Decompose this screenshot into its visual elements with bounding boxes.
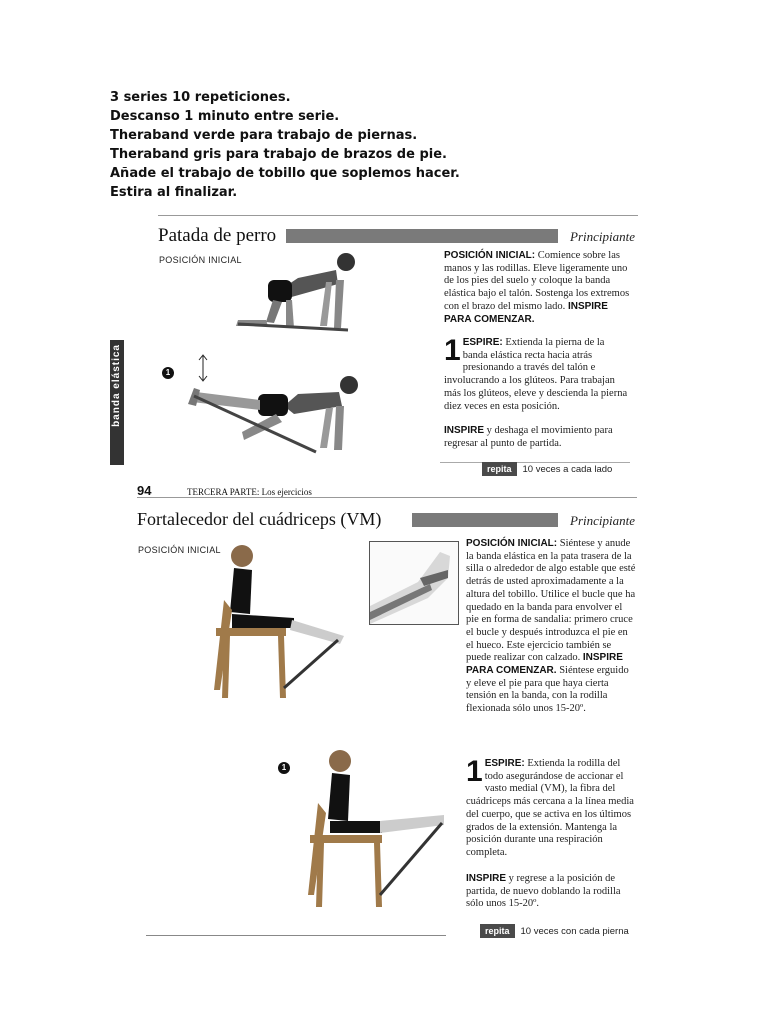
exercise-1-level: Principiante [570,229,635,244]
exercise-1-start-label: POSICIÓN INICIAL [159,255,242,265]
inhale-heading: INSPIRE [466,873,507,884]
exercise-2-title: Fortalecedor del cuádriceps (VM) [137,509,382,529]
start-body: Siéntese y anude la banda elástica en la pata trasera de la silla o alrededor de algo estable que esté detrás de usted aproximadamente a la altura del tobillo. Utilice el bucle que ha quedado en la banda para envolver el pie en forma de sandalia: primero cruce el bucle y después introduzca el pie en el hueco. Este ejercicio también se puede realizar con calzado. [466,538,636,664]
start-after: Siéntese erguido y eleve el pie para que haya cierta tensión en la banda, con la rodilla flexionada sólo unos 15-20º. [466,665,629,715]
exhale-heading: ESPIRE: [484,758,525,769]
exercise-1-repeat [482,462,612,476]
side-tab [110,340,124,465]
repeat-tag: repita [482,462,517,476]
exercise-2-level: Principiante [570,513,635,528]
foot-closeup-frame [369,541,459,625]
exhale-body: Extienda la pierna de la banda elástica recta hacia atrás presionando a través del talón e involucrando a los glúteos. Para trabajan más los glúteos, eleve y descienda la pierna diez veces en esta posición. [444,337,628,412]
repeat-text: 10 veces a cada lado [522,463,613,475]
step-1-icon: 1 [162,367,174,379]
note-line: Añade el trabajo de tobillo que soplemos hacer. [110,166,460,181]
note-line: Estira al finalizar. [110,185,238,200]
side-tab-label: banda elástica [111,344,122,427]
repeat-text: 10 veces con cada pierna [520,925,629,937]
exhale-heading: ESPIRE: [462,337,503,348]
title-bar [412,513,558,527]
note-line: Descanso 1 minuto entre serie. [110,109,340,124]
exhale-body: Extienda la rodilla del todo asegurándose de accionar el vasto medial (VM), la fibra del cuádriceps más cercana a la línea media del cuerpo, que se activa en los últimos grados de la extensión. Mantenga la posición durante una respiración completa. [466,758,634,858]
exercise-1-return-text [444,425,630,450]
start-body: Comience sobre las manos y las rodillas. Eleve ligeramente uno de los pies del suelo y coloque la banda elástica bajo el talón. Sostenga los extremos con el brazo del mismo lado. [444,250,630,312]
exercise-1-step-text [444,334,630,413]
exercise-1-start-text [444,250,630,326]
note-line: 3 series 10 repeticiones. [110,90,291,105]
repeat-tag: repita [480,924,515,938]
exercise-1-title: Patada de perro [158,225,277,246]
exercise-2-step-text [466,755,636,860]
step-number: 1 [444,334,461,367]
start-heading: POSICIÓN INICIAL: [466,538,558,549]
inhale-body: y regrese a la posición de partida, de nuevo doblando la rodilla sólo unos 15-20º. [466,873,621,910]
scanned-book-page [110,205,640,950]
exercise-2-repeat [480,924,629,938]
inhale-body: y deshaga el movimiento para regresar al punto de partida. [444,425,613,449]
section-name: TERCERA PARTE: Los ejercicios [187,487,312,497]
dog-kick-extended-illustration [186,370,376,455]
note-line: Theraband gris para trabajo de brazos de pie. [110,147,447,162]
page-footer [137,483,637,498]
step-1-icon: 1 [278,762,290,774]
inspire-start: INSPIRE PARA COMENZAR. [444,300,608,325]
foot-band-closeup-illustration [370,542,458,624]
inspire-start: INSPIRE PARA COMENZAR. [466,652,623,677]
title-bar [286,229,558,243]
quad-extended-illustration [302,745,452,910]
inhale-heading: INSPIRE [444,425,485,436]
exercise-2-return-text [466,873,636,911]
dog-kick-start-illustration [228,250,378,335]
exercise-2-start-text [466,538,636,716]
note-line: Theraband verde para trabajo de piernas. [110,128,418,143]
routine-notes [110,88,460,202]
exercise-2-start-label: POSICIÓN INICIAL [138,545,221,555]
start-heading: POSICIÓN INICIAL: [444,250,536,261]
step-number: 1 [466,755,483,788]
page-number: 94 [137,483,152,498]
cut-running-header [158,205,638,216]
quad-start-illustration [204,540,354,705]
bottom-rule [146,935,446,936]
